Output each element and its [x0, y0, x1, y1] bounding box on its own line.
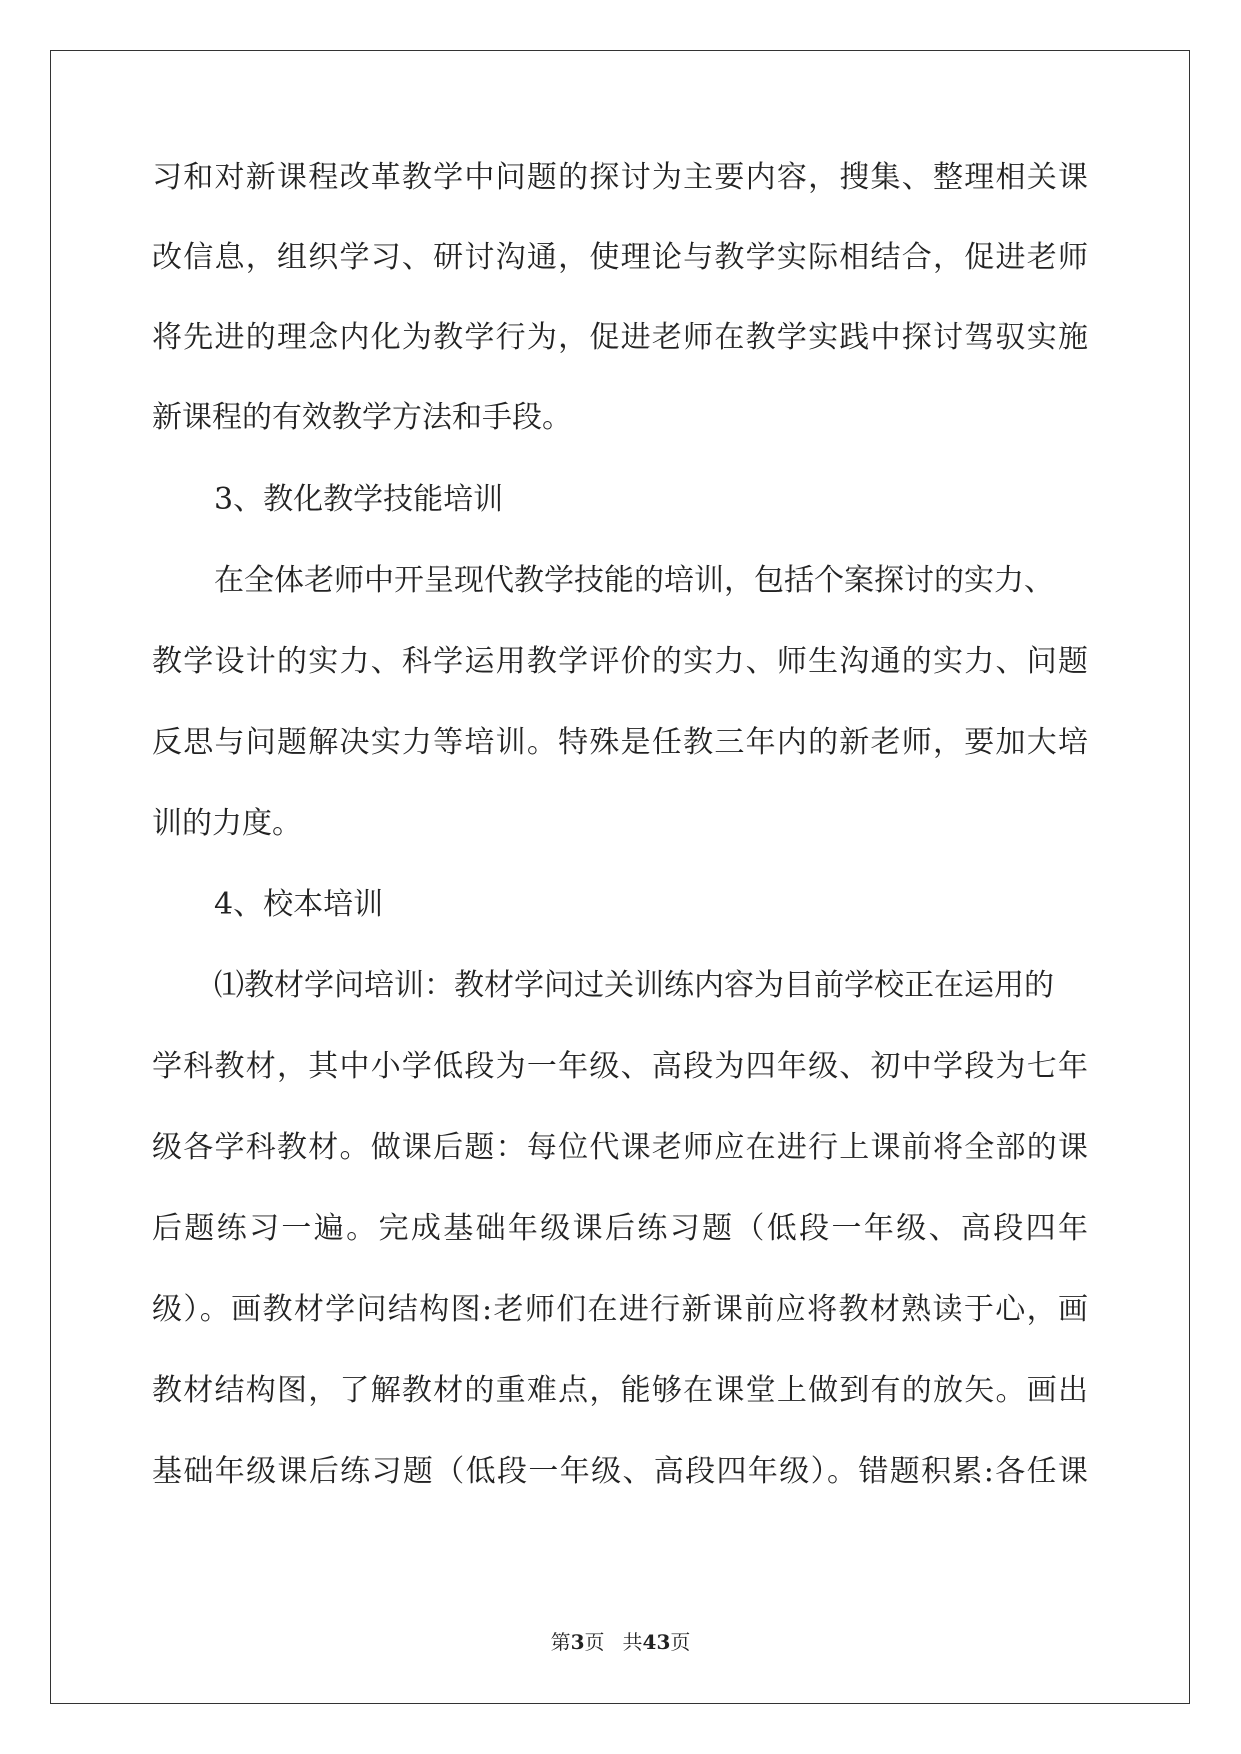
page-number: 3	[570, 1630, 585, 1654]
paragraph-line: 教学设计的实力、科学运用教学评价的实力、师生沟通的实力、问题	[152, 644, 1088, 679]
paragraph-line: 基础年级课后练习题（低段一年级、高段四年级）。错题积累:各任课	[152, 1454, 1088, 1489]
section-heading: 3、教化教学技能培训	[214, 482, 504, 517]
total-pages: 43	[642, 1630, 671, 1654]
paragraph-line: 反思与问题解决实力等培训。特殊是任教三年内的新老师，要加大培	[152, 725, 1088, 760]
footer-total-prefix: 共	[622, 1630, 643, 1654]
paragraph-line: 后题练习一遍。完成基础年级课后练习题（低段一年级、高段四年	[152, 1211, 1088, 1246]
paragraph-line: 级）。画教材学问结构图:老师们在进行新课前应将教材熟读于心，画	[152, 1292, 1088, 1327]
footer-page-suffix: 页	[584, 1630, 605, 1654]
paragraph-line: ⑴教材学问培训：教材学问过关训练内容为目前学校正在运用的	[214, 968, 1054, 1003]
paragraph-line: 训的力度。	[152, 806, 302, 841]
paragraph-line: 学科教材，其中小学低段为一年级、高段为四年级、初中学段为七年	[152, 1049, 1088, 1084]
paragraph-line: 新课程的有效教学方法和手段。	[152, 400, 572, 435]
footer-total-suffix: 页	[670, 1630, 691, 1654]
paragraph-line: 将先进的理念内化为教学行为，促进老师在教学实践中探讨驾驭实施	[152, 320, 1088, 355]
footer-prefix: 第	[550, 1630, 571, 1654]
paragraph-line: 改信息，组织学习、研讨沟通，使理论与教学实际相结合，促进老师	[152, 240, 1088, 275]
paragraph-line: 级各学科教材。做课后题：每位代课老师应在进行上课前将全部的课	[152, 1130, 1088, 1165]
paragraph-line: 在全体老师中开呈现代教学技能的培训，包括个案探讨的实力、	[214, 563, 1054, 598]
page-footer	[0, 1629, 1241, 1655]
paragraph-line: 习和对新课程改革教学中问题的探讨为主要内容，搜集、整理相关课	[152, 160, 1088, 195]
paragraph-line: 教材结构图，了解教材的重难点，能够在课堂上做到有的放矢。画出	[152, 1373, 1088, 1408]
section-heading: 4、校本培训	[214, 887, 384, 922]
